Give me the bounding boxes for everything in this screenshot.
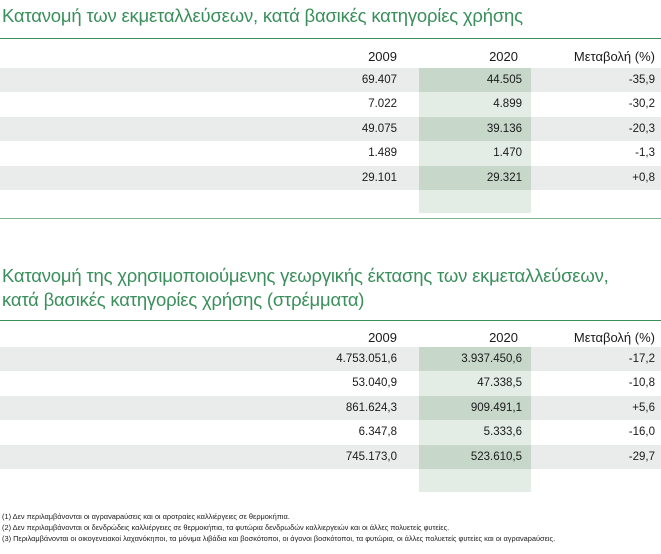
table1-row xyxy=(0,117,661,141)
table1-cell: -1,3 xyxy=(635,147,655,160)
table1-row xyxy=(0,141,661,165)
table2-cell: 3.937.450,6 xyxy=(461,353,522,365)
table1-header xyxy=(0,44,661,70)
table1-row xyxy=(0,68,661,92)
table2-title xyxy=(2,264,609,312)
table2-cell: 4.753.051,6 xyxy=(336,353,397,365)
table1-row xyxy=(0,92,661,116)
table2-row xyxy=(0,396,661,420)
table2-title-line2: κατά βασικές κατηγορίες χρήσης (στρέμματα) xyxy=(2,289,365,310)
table1-cell: 39.136 xyxy=(486,122,522,135)
table1-tail xyxy=(0,190,661,213)
table1-cell: +0,8 xyxy=(632,171,655,184)
table1-cell: 44.505 xyxy=(486,74,522,86)
footnote-3: (3) Περιλαμβάνονται οι οικογενειακοί λαχανόκηποι, τα μόνιμα λιβάδια και βοσκότοποι, οι άγονοι βοσκότοποι, τα φυτώρια, οι άλλες πολυετείς φυτείες και οι αγρανapaύσεις. xyxy=(2,534,556,543)
table2-cell: 523.610,5 xyxy=(470,450,522,463)
table2-cell: -17,2 xyxy=(628,353,655,365)
table1-cell: 49.075 xyxy=(361,122,397,135)
footnote-2: (2) Δεν περιλαμβάνονται οι δενδρώδεις καλλιέργειες σε θερμοκήπια, τα φυτώρια δενδρωδών καλλιεργειών και οι άλλες πολυετείς φυτείες. xyxy=(2,523,450,532)
table2-cell: -10,8 xyxy=(628,377,655,390)
table1-cell: 4.899 xyxy=(493,98,522,111)
footnotes xyxy=(2,511,555,544)
table1-cell: 1.489 xyxy=(368,147,397,160)
table1-bottom-rule xyxy=(0,218,661,219)
table1-cell: 69.407 xyxy=(361,74,397,86)
footnote-1: (1) Δεν περιλαμβάνονται οι αγρανapaύσεις και οι αροτραίες καλλιέργειες σε θερμοκήπια. xyxy=(2,512,290,521)
table1-header-2020: 2020 xyxy=(489,49,518,64)
table2-cell: 53.040,9 xyxy=(352,377,397,390)
table2-cell: 5.333,6 xyxy=(483,426,522,439)
table2-cell: 745.173,0 xyxy=(345,450,397,463)
table1-cell: 7.022 xyxy=(368,98,397,111)
table2-2020-highlight xyxy=(419,469,531,492)
table1-cell: 29.101 xyxy=(361,171,397,184)
table2-cell: +5,6 xyxy=(632,401,655,414)
table1-body xyxy=(0,68,661,213)
table2-row xyxy=(0,347,661,371)
table1-header-2009: 2009 xyxy=(368,49,397,64)
table2-tail xyxy=(0,469,661,492)
table2-cell: 861.624,3 xyxy=(345,401,397,414)
table2-cell: -29,7 xyxy=(628,450,655,463)
table2-title-line1: Κατανομή της χρησιμοποιούμενης γεωργικής έκτασης των εκμεταλλεύσεων, xyxy=(2,265,609,286)
table1-header-change: Μεταβολή (%) xyxy=(573,49,655,64)
table2-row xyxy=(0,371,661,395)
table2-cell: 6.347,8 xyxy=(358,426,397,439)
table2-body xyxy=(0,347,661,492)
table2-cell: 47.338,5 xyxy=(477,377,522,390)
table2-header-2009: 2009 xyxy=(368,330,397,345)
table2-header-2020: 2020 xyxy=(489,330,518,345)
table1-top-rule xyxy=(0,38,661,39)
table1-cell: -35,9 xyxy=(628,74,655,86)
table1-title: Κατανομή των εκμεταλλεύσεων, κατά βασικές κατηγορίες χρήσης xyxy=(2,5,523,26)
table1-cell: 1.470 xyxy=(493,147,522,160)
table1-2020-highlight xyxy=(419,190,531,213)
table1-cell: -20,3 xyxy=(628,122,655,135)
table2-row xyxy=(0,420,661,444)
table2-header-change: Μεταβολή (%) xyxy=(573,330,655,345)
table1-cell: -30,2 xyxy=(628,98,655,111)
table1-cell: 29.321 xyxy=(486,171,522,184)
table2-top-rule xyxy=(0,320,661,321)
table1-row xyxy=(0,166,661,190)
table2-row xyxy=(0,445,661,469)
table2-cell: 909.491,1 xyxy=(470,401,522,414)
table2-cell: -16,0 xyxy=(628,426,655,439)
